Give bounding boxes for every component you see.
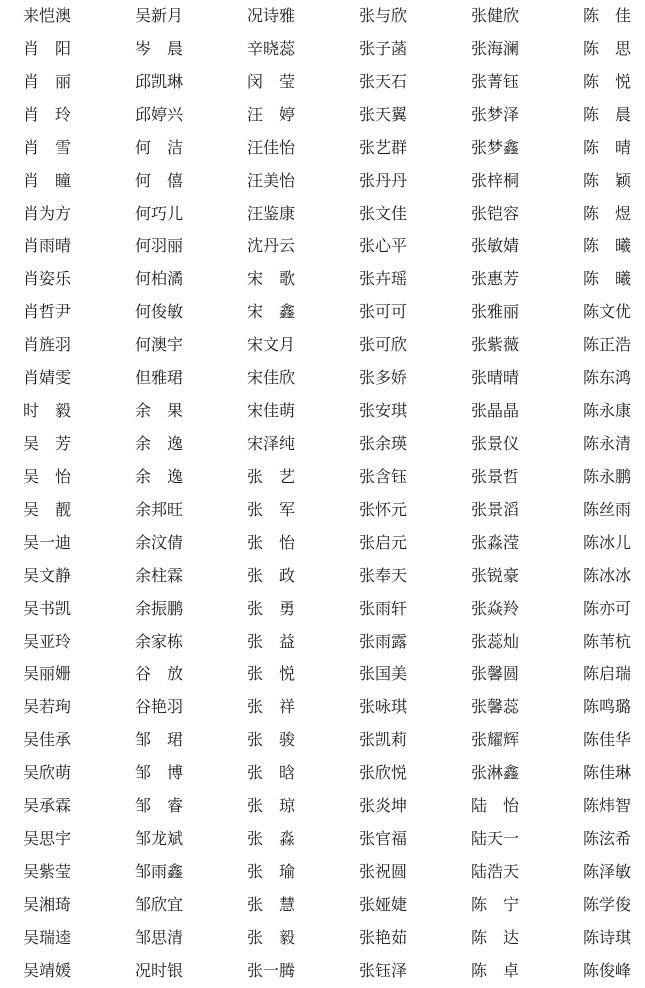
name-entry: 来恺澳 [23, 6, 72, 25]
name-entry: 余柱霖 [135, 565, 184, 585]
name-entry: 邹 睿 [135, 796, 184, 816]
name-entry: 陈佳琳 [583, 763, 632, 783]
name-entry: 何 洁 [135, 137, 184, 157]
name-entry: 肖婧雯 [23, 368, 72, 388]
name-entry: 况诗雅 [247, 6, 296, 25]
name-entry: 何羽丽 [135, 236, 184, 256]
name-entry: 陈 悦 [583, 71, 632, 91]
name-entry: 陈 晨 [583, 104, 632, 124]
name-entry: 张 勇 [247, 598, 296, 618]
name-entry: 张卉瑶 [359, 269, 408, 289]
name-entry: 陆 怡 [471, 796, 520, 816]
name-entry: 吴若珣 [23, 697, 72, 717]
name-entry: 张天石 [359, 71, 408, 91]
name-entry: 张娅婕 [359, 894, 408, 914]
name-entry: 肖 瞳 [23, 170, 72, 190]
name-entry: 肖雨晴 [23, 236, 72, 256]
name-entry: 张启元 [359, 532, 408, 552]
name-entry: 张钰泽 [359, 960, 408, 980]
name-entry: 宋佳欣 [247, 368, 296, 388]
name-entry: 吴思宇 [23, 829, 72, 849]
name-entry: 陆浩天 [471, 861, 520, 881]
name-entry: 肖姿乐 [23, 269, 72, 289]
name-entry: 余 逸 [135, 433, 184, 453]
name-entry: 何俊敏 [135, 302, 184, 322]
name-entry: 陈泽敏 [583, 861, 632, 881]
name-entry: 吴一迪 [23, 532, 72, 552]
name-entry: 张天翼 [359, 104, 408, 124]
name-entry: 张淋鑫 [471, 763, 520, 783]
name-entry: 张凯莉 [359, 730, 408, 750]
name-entry: 辛晓蕊 [247, 38, 296, 58]
name-entry: 张梦鑫 [471, 137, 520, 157]
name-entry: 张 祥 [247, 697, 296, 717]
name-entry: 陈启瑞 [583, 664, 632, 684]
name-entry: 张 政 [247, 565, 296, 585]
name-entry: 张艺群 [359, 137, 408, 157]
name-entry: 张雅丽 [471, 302, 520, 322]
name-entry: 吴 靓 [23, 499, 72, 519]
name-entry: 吴湘琦 [23, 894, 72, 914]
name-entry: 张含钰 [359, 466, 408, 486]
name-entry: 张梓桐 [471, 170, 520, 190]
name-entry: 吴新月 [135, 6, 184, 25]
name-entry: 陈鸣璐 [583, 697, 632, 717]
name-entry: 张 怡 [247, 532, 296, 552]
name-entry: 张祝圆 [359, 861, 408, 881]
name-entry: 肖 丽 [23, 71, 72, 91]
name-entry: 张 毅 [247, 927, 296, 947]
name-entry: 张可可 [359, 302, 408, 322]
name-entry: 陈苇杭 [583, 631, 632, 651]
name-entry: 陈炜智 [583, 796, 632, 816]
name-entry: 张一腾 [247, 960, 296, 980]
name-entry: 陈 思 [583, 38, 632, 58]
name-entry: 张怀元 [359, 499, 408, 519]
name-entry: 肖旌羽 [23, 335, 72, 355]
name-entry: 吴丽姗 [23, 664, 72, 684]
name-entry: 张 军 [247, 499, 296, 519]
name-entry: 张心平 [359, 236, 408, 256]
name-entry: 肖为方 [23, 203, 72, 223]
name-entry: 陈 佳 [583, 6, 632, 25]
name-entry: 陈 颖 [583, 170, 632, 190]
name-entry: 吴亚玲 [23, 631, 72, 651]
name-entry: 陆天一 [471, 829, 520, 849]
name-entry: 张景哲 [471, 466, 520, 486]
name-entry: 何柏潏 [135, 269, 184, 289]
name-entry: 陈泫希 [583, 829, 632, 849]
name-entry: 张 骏 [247, 730, 296, 750]
name-entry: 陈佳华 [583, 730, 632, 750]
name-entry: 陈 卓 [471, 960, 520, 980]
name-entry: 陈丝雨 [583, 499, 632, 519]
name-entry: 吴书凯 [23, 598, 72, 618]
name-entry: 吴承霖 [23, 796, 72, 816]
name-entry: 张惠芳 [471, 269, 520, 289]
name-entry: 宋佳萌 [247, 401, 296, 421]
name-entry: 陈 达 [471, 927, 520, 947]
name-entry: 张安琪 [359, 401, 408, 421]
name-entry: 何巧儿 [135, 203, 184, 223]
name-entry: 肖哲尹 [23, 302, 72, 322]
name-entry: 何澳宇 [135, 335, 184, 355]
name-entry: 张晴晴 [471, 368, 520, 388]
name-entry: 陈亦可 [583, 598, 632, 618]
name-entry: 张紫薇 [471, 335, 520, 355]
name-entry: 张炎坤 [359, 796, 408, 816]
name-entry: 沈丹云 [247, 236, 296, 256]
name-entry: 陈正浩 [583, 335, 632, 355]
name-entry: 陈 宁 [471, 894, 520, 914]
name-entry: 吴瑞逵 [23, 927, 72, 947]
name-entry: 陈 晴 [583, 137, 632, 157]
name-entry: 张铠容 [471, 203, 520, 223]
name-entry: 张雨露 [359, 631, 408, 651]
name-entry: 肖 阳 [23, 38, 72, 58]
name-entry: 陈永鹏 [583, 466, 632, 486]
name-entry: 邹 博 [135, 763, 184, 783]
name-entry: 时 毅 [23, 401, 72, 421]
name-entry: 陈 曦 [583, 269, 632, 289]
name-entry: 邹雨鑫 [135, 861, 184, 881]
name-entry: 余 逸 [135, 466, 184, 486]
name-entry: 张咏琪 [359, 697, 408, 717]
name-entry: 余振鹏 [135, 598, 184, 618]
name-entry: 邹 珺 [135, 730, 184, 750]
name-entry: 张敏婧 [471, 236, 520, 256]
name-entry: 余 果 [135, 401, 184, 421]
name-entry: 宋 歌 [247, 269, 296, 289]
name-entry: 陈俊峰 [583, 960, 632, 980]
name-entry: 闵 莹 [247, 71, 296, 91]
name-entry: 谷 放 [135, 664, 184, 684]
name-entry: 陈永康 [583, 401, 632, 421]
name-entry: 张梦泽 [471, 104, 520, 124]
name-entry: 谷艳羽 [135, 697, 184, 717]
name-entry: 汪佳怡 [247, 137, 296, 157]
name-entry: 陈冰儿 [583, 532, 632, 552]
name-entry: 岑 晨 [135, 38, 184, 58]
name-entry: 张雨轩 [359, 598, 408, 618]
name-entry: 邹欣宜 [135, 894, 184, 914]
name-entry: 吴靖媛 [23, 960, 72, 980]
name-entry: 余家栋 [135, 631, 184, 651]
name-entry: 何 僖 [135, 170, 184, 190]
name-entry: 张 琼 [247, 796, 296, 816]
name-entry: 陈 煜 [583, 203, 632, 223]
name-entry: 张 艺 [247, 466, 296, 486]
name-entry: 张文佳 [359, 203, 408, 223]
name-entry: 张馨圆 [471, 664, 520, 684]
name-entry: 吴佳承 [23, 730, 72, 750]
name-entry: 陈学俊 [583, 894, 632, 914]
name-entry: 宋文月 [247, 335, 296, 355]
name-entry: 张 晗 [247, 763, 296, 783]
name-entry: 肖 玲 [23, 104, 72, 124]
name-entry: 肖 雪 [23, 137, 72, 157]
name-entry: 吴紫莹 [23, 861, 72, 881]
name-entry: 张余瑛 [359, 433, 408, 453]
name-entry: 张可欣 [359, 335, 408, 355]
name-entry: 余邦旺 [135, 499, 184, 519]
name-entry: 吴 怡 [23, 466, 72, 486]
name-entry: 张子菡 [359, 38, 408, 58]
name-entry: 陈东鸿 [583, 368, 632, 388]
name-entry: 汪 婷 [247, 104, 296, 124]
name-entry: 张艳茹 [359, 927, 408, 947]
name-entry: 张焱羚 [471, 598, 520, 618]
name-entry: 宋泽纯 [247, 433, 296, 453]
name-entry: 张海澜 [471, 38, 520, 58]
name-entry: 张锐豪 [471, 565, 520, 585]
name-entry: 汪鉴康 [247, 203, 296, 223]
name-entry: 陈 曦 [583, 236, 632, 256]
name-entry: 陈永清 [583, 433, 632, 453]
name-entry: 吴 芳 [23, 433, 72, 453]
name-entry: 张 慧 [247, 894, 296, 914]
name-entry: 况时银 [135, 960, 184, 980]
name-entry: 张景滔 [471, 499, 520, 519]
name-entry: 张多娇 [359, 368, 408, 388]
name-entry: 张景仪 [471, 433, 520, 453]
name-entry: 张耀辉 [471, 730, 520, 750]
name-entry: 张 益 [247, 631, 296, 651]
name-entry: 张晶晶 [471, 401, 520, 421]
name-entry: 张淼滢 [471, 532, 520, 552]
name-entry: 陈冰冰 [583, 565, 632, 585]
name-entry: 邹思清 [135, 927, 184, 947]
name-entry: 张欣悦 [359, 763, 408, 783]
name-entry: 但雅珺 [135, 368, 184, 388]
name-entry: 张官福 [359, 829, 408, 849]
name-entry: 邱凯琳 [135, 71, 184, 91]
name-entry: 张国美 [359, 664, 408, 684]
name-entry: 宋 鑫 [247, 302, 296, 322]
name-entry: 张丹丹 [359, 170, 408, 190]
name-entry: 陈文优 [583, 302, 632, 322]
name-entry: 邹龙斌 [135, 829, 184, 849]
name-entry: 张 瑜 [247, 861, 296, 881]
name-entry: 张菁钰 [471, 71, 520, 91]
name-entry: 张 淼 [247, 829, 296, 849]
name-entry: 邱婷兴 [135, 104, 184, 124]
name-entry: 余汶倩 [135, 532, 184, 552]
name-entry: 陈诗琪 [583, 927, 632, 947]
name-entry: 张 悦 [247, 664, 296, 684]
name-entry: 汪美怡 [247, 170, 296, 190]
name-entry: 张蕊灿 [471, 631, 520, 651]
name-entry: 张健欣 [471, 6, 520, 25]
name-entry: 张奉天 [359, 565, 408, 585]
name-entry: 张与欣 [359, 6, 408, 25]
name-entry: 张馨蕊 [471, 697, 520, 717]
name-entry: 吴文静 [23, 565, 72, 585]
name-entry: 吴欣萌 [23, 763, 72, 783]
